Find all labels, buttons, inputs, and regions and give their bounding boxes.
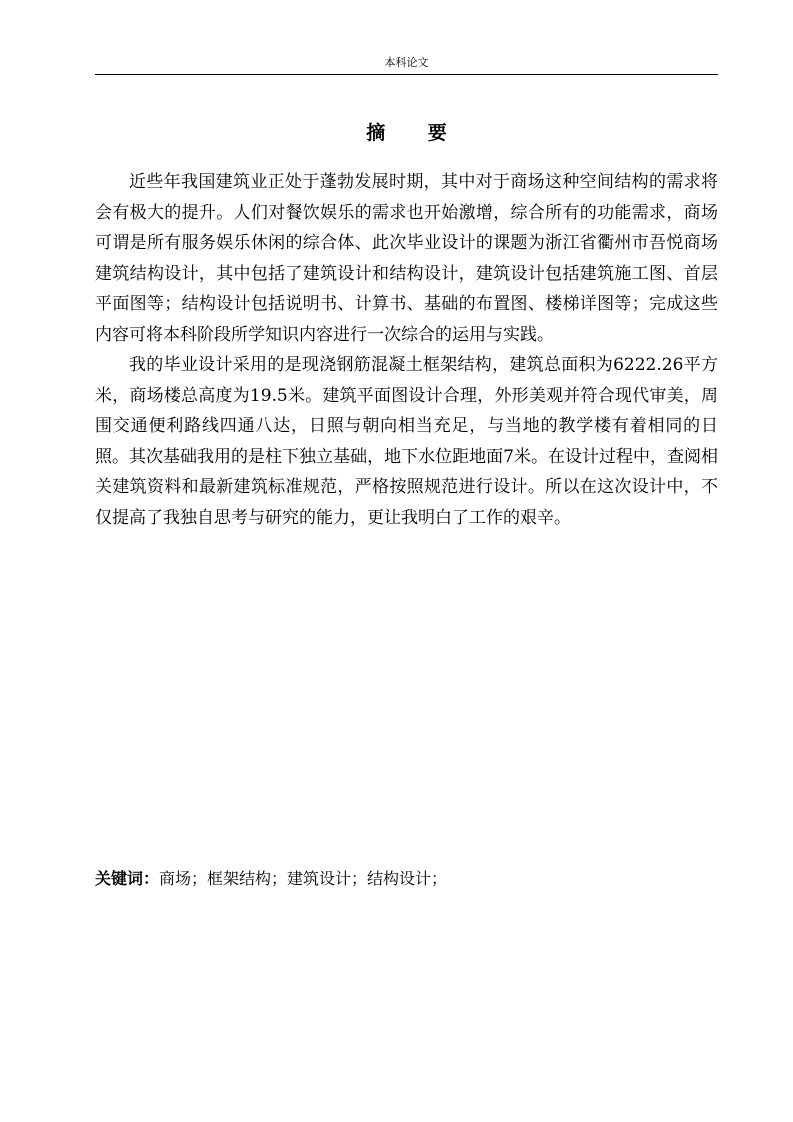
abstract-paragraph-2: 我的毕业设计采用的是现浇钢筋混凝土框架结构，建筑总面积为6222.26平方米，商场楼总高度为19.5米。建筑平面图设计合理，外形美观并符合现代审美，周围交通便利路线四通八达，日照与朝向相当充足，与当地的教学楼有着相同的日照。其次基础我用的是柱下独立基础，地下水位距地面7米。在设计过程中，查阅相关建筑资料和最新建筑标准规范，严格按照规范进行设计。所以在这次设计中，不仅提高了我独自思考与研究的能力，更让我明白了工作的艰辛。 [95,355,718,528]
abstract-body [95,167,718,533]
page-header [95,56,718,75]
running-title: 本科论文 [384,56,429,69]
keywords-text: 商场；框架结构；建筑设计；结构设计； [159,869,448,888]
keywords-line [95,866,718,892]
abstract-paragraph-1: 近些年我国建筑业正处于蓬勃发展时期，其中对于商场这种空间结构的需求将会有极大的提升。人们对餐饮娱乐的需求也开始激增，综合所有的功能需求，商场可谓是所有服务娱乐休闲的综合体、此次毕业设计的课题为浙江省衢州市吾悦商场建筑结构设计，其中包括了建筑设计和结构设计，建筑设计包括建筑施工图、首层平面图等；结构设计包括说明书、计算书、基础的布置图、楼梯详图等；完成这些内容可将本科阶段所学知识内容进行一次综合的运用与实践。 [95,172,718,345]
keywords-label: 关键词： [95,869,160,888]
abstract-title: 摘 要 [366,122,465,144]
